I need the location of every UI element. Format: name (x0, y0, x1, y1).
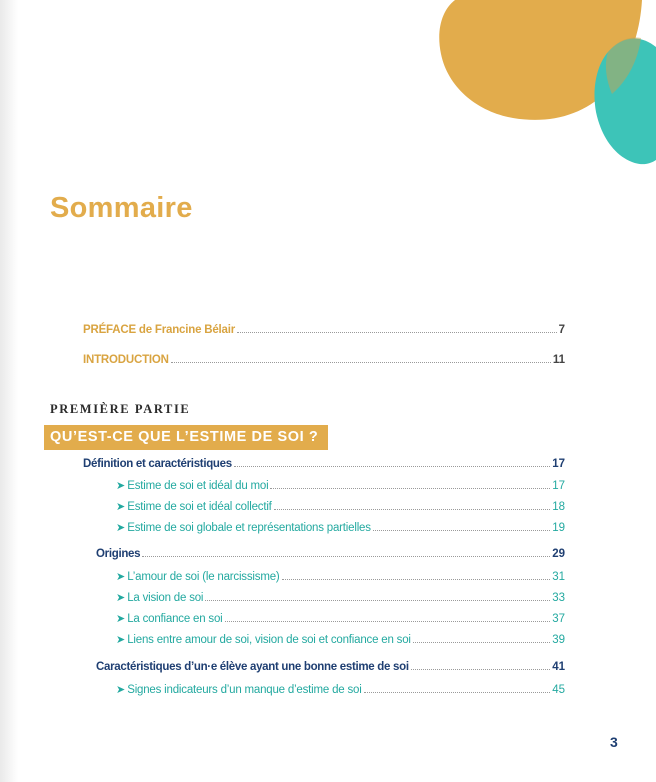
toc-entry-introduction[interactable] (83, 354, 565, 366)
toc-entry-label: PRÉFACE de Francine Bélair (83, 324, 236, 336)
page-edge-shadow (0, 0, 18, 782)
teal-blob-shape (595, 38, 656, 164)
toc-entry-label: INTRODUCTION (83, 354, 169, 366)
toc-page-number: 33 (552, 592, 565, 604)
arrow-right-icon: ➤ (116, 592, 126, 604)
toc-leader-dots (205, 600, 550, 601)
toc-section-caracteristiques[interactable] (96, 661, 565, 673)
toc-leader-dots (413, 642, 550, 643)
toc-page-number: 45 (552, 684, 565, 696)
toc-item-label: Signes indicateurs d’un manque d’estime de soi (127, 684, 362, 696)
toc-leader-dots (282, 579, 551, 580)
part-title-banner: QU’EST-CE QUE L’ESTIME DE SOI ? (44, 425, 328, 450)
toc-page-number: 37 (552, 613, 565, 625)
toc-leader-dots (373, 530, 550, 531)
arrow-right-icon: ➤ (116, 634, 126, 646)
toc-item[interactable] (116, 521, 565, 534)
toc-item-label: La vision de soi (127, 592, 204, 604)
toc-entry-preface[interactable] (83, 324, 565, 336)
toc-page-number: 11 (552, 354, 565, 366)
page-number: 3 (610, 734, 618, 750)
toc-leader-dots (234, 466, 550, 467)
toc-section-label: Origines (96, 548, 141, 560)
toc-page-number: 39 (552, 634, 565, 646)
toc-section-definition[interactable] (83, 458, 565, 470)
toc-item[interactable] (116, 683, 565, 696)
toc-section-origines[interactable] (96, 548, 565, 560)
toc-leader-dots (171, 362, 551, 363)
toc-leader-dots (411, 669, 550, 670)
toc-item-label: L’amour de soi (le narcissisme) (127, 571, 280, 583)
toc-page-number: 17 (552, 458, 565, 470)
arrow-right-icon: ➤ (116, 684, 126, 696)
toc-item[interactable] (116, 500, 565, 513)
arrow-right-icon: ➤ (116, 571, 126, 583)
toc-item[interactable] (116, 591, 565, 604)
toc-item[interactable] (116, 570, 565, 583)
arrow-right-icon: ➤ (116, 613, 126, 625)
toc-leader-dots (274, 509, 551, 510)
page-title: Sommaire (50, 192, 193, 224)
toc-item-label: La confiance en soi (127, 613, 223, 625)
toc-item[interactable] (116, 633, 565, 646)
toc-page-number: 31 (552, 571, 565, 583)
part-label: PREMIÈRE PARTIE (50, 402, 191, 416)
blob-overlap-shape (606, 38, 641, 94)
toc-leader-dots (364, 692, 551, 693)
gold-blob-shape (439, 0, 642, 120)
toc-page-number: 41 (552, 661, 565, 673)
arrow-right-icon: ➤ (116, 522, 126, 534)
toc-leader-dots (237, 332, 557, 333)
toc-page-number: 17 (552, 480, 565, 492)
arrow-right-icon: ➤ (116, 480, 126, 492)
toc-item[interactable] (116, 612, 565, 625)
toc-section-label: Définition et caractéristiques (83, 458, 232, 470)
toc-item-label: Estime de soi et idéal collectif (127, 501, 272, 513)
arrow-right-icon: ➤ (116, 501, 126, 513)
toc-page-number: 7 (558, 324, 565, 336)
toc-page-number: 29 (552, 548, 565, 560)
toc-leader-dots (142, 556, 550, 557)
toc-leader-dots (225, 621, 551, 622)
toc-item-label: Estime de soi et idéal du moi (127, 480, 269, 492)
toc-item-label: Liens entre amour de soi, vision de soi et confiance en soi (127, 634, 411, 646)
toc-section-label: Caractéristiques d’un·e élève ayant une bonne estime de soi (96, 661, 409, 673)
toc-item[interactable] (116, 479, 565, 492)
toc-page-number: 18 (552, 501, 565, 513)
toc-item-label: Estime de soi globale et représentations partielles (127, 522, 371, 534)
toc-leader-dots (270, 488, 550, 489)
toc-page-number: 19 (552, 522, 565, 534)
